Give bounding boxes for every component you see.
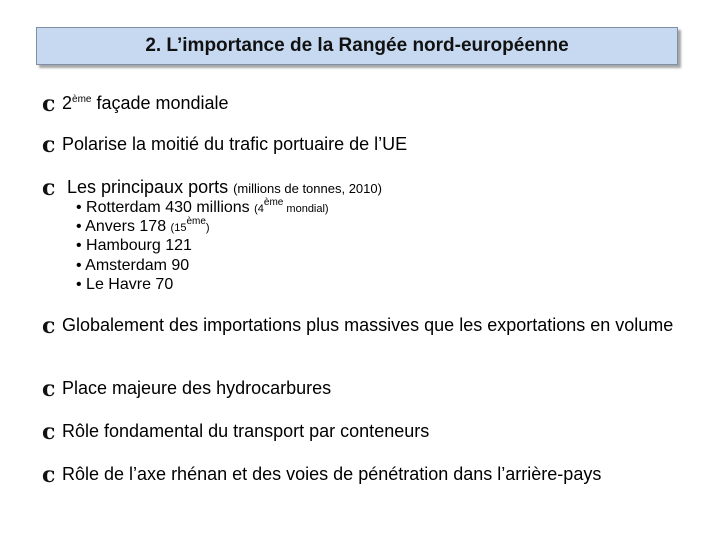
bullet-text: Rôle de l’axe rhénan et des voies de pénétration dans l’arrière-pays	[62, 464, 602, 484]
bullet-text: Globalement des importations plus massives que les exportations en volume	[62, 315, 674, 335]
bullet-text: façade mondiale	[91, 93, 229, 113]
leaf-bullet-icon: c	[42, 132, 56, 158]
port-note: (4	[254, 203, 264, 215]
leaf-bullet-icon: c	[42, 376, 56, 402]
leaf-bullet-icon: c	[42, 91, 56, 117]
bullet-rank-sup: ème	[72, 94, 92, 105]
port-text: • Anvers 178	[76, 218, 171, 235]
title-box	[36, 27, 678, 65]
bullet-axe-rhenan	[42, 462, 602, 488]
bullet-conteneurs	[42, 419, 430, 445]
port-note-end: mondial)	[283, 203, 329, 215]
port-text: • Rotterdam 430 millions	[76, 199, 255, 216]
port-anvers	[76, 217, 210, 238]
port-hambourg	[76, 236, 192, 255]
bullet-text: Place majeure des hydrocarbures	[62, 378, 332, 398]
port-note-end: )	[205, 222, 210, 234]
bullet-text: Rôle fondamental du transport par conteneurs	[62, 421, 430, 441]
port-note-sup: ème	[263, 197, 284, 208]
port-text: • Hambourg 121	[76, 237, 192, 254]
bullet-note: (millions de tonnes, 2010)	[233, 181, 382, 196]
bullet-facade-mondiale	[42, 91, 229, 117]
port-amsterdam	[76, 256, 189, 275]
port-note: (15	[170, 222, 187, 234]
bullet-text: Polarise la moitié du trafic portuaire de l’UE	[62, 134, 408, 154]
bullet-hydrocarbures	[42, 376, 332, 402]
bullet-rank: 2	[62, 93, 73, 113]
leaf-bullet-icon: c	[42, 175, 56, 201]
leaf-bullet-icon: c	[42, 462, 56, 488]
leaf-bullet-icon: c	[42, 419, 56, 445]
port-note-sup: ème	[186, 216, 206, 227]
bullet-text: Les principaux ports	[62, 177, 234, 197]
port-le-havre	[76, 275, 173, 294]
bullet-importations	[42, 313, 682, 339]
bullet-trafic-portuaire	[42, 132, 408, 158]
bullet-principaux-ports	[42, 176, 382, 200]
leaf-bullet-icon: c	[42, 313, 56, 339]
port-text: • Le Havre 70	[76, 276, 174, 293]
port-text: • Amsterdam 90	[76, 257, 190, 274]
slide-title: 2. L’importance de la Rangée nord-européenne	[145, 35, 569, 56]
